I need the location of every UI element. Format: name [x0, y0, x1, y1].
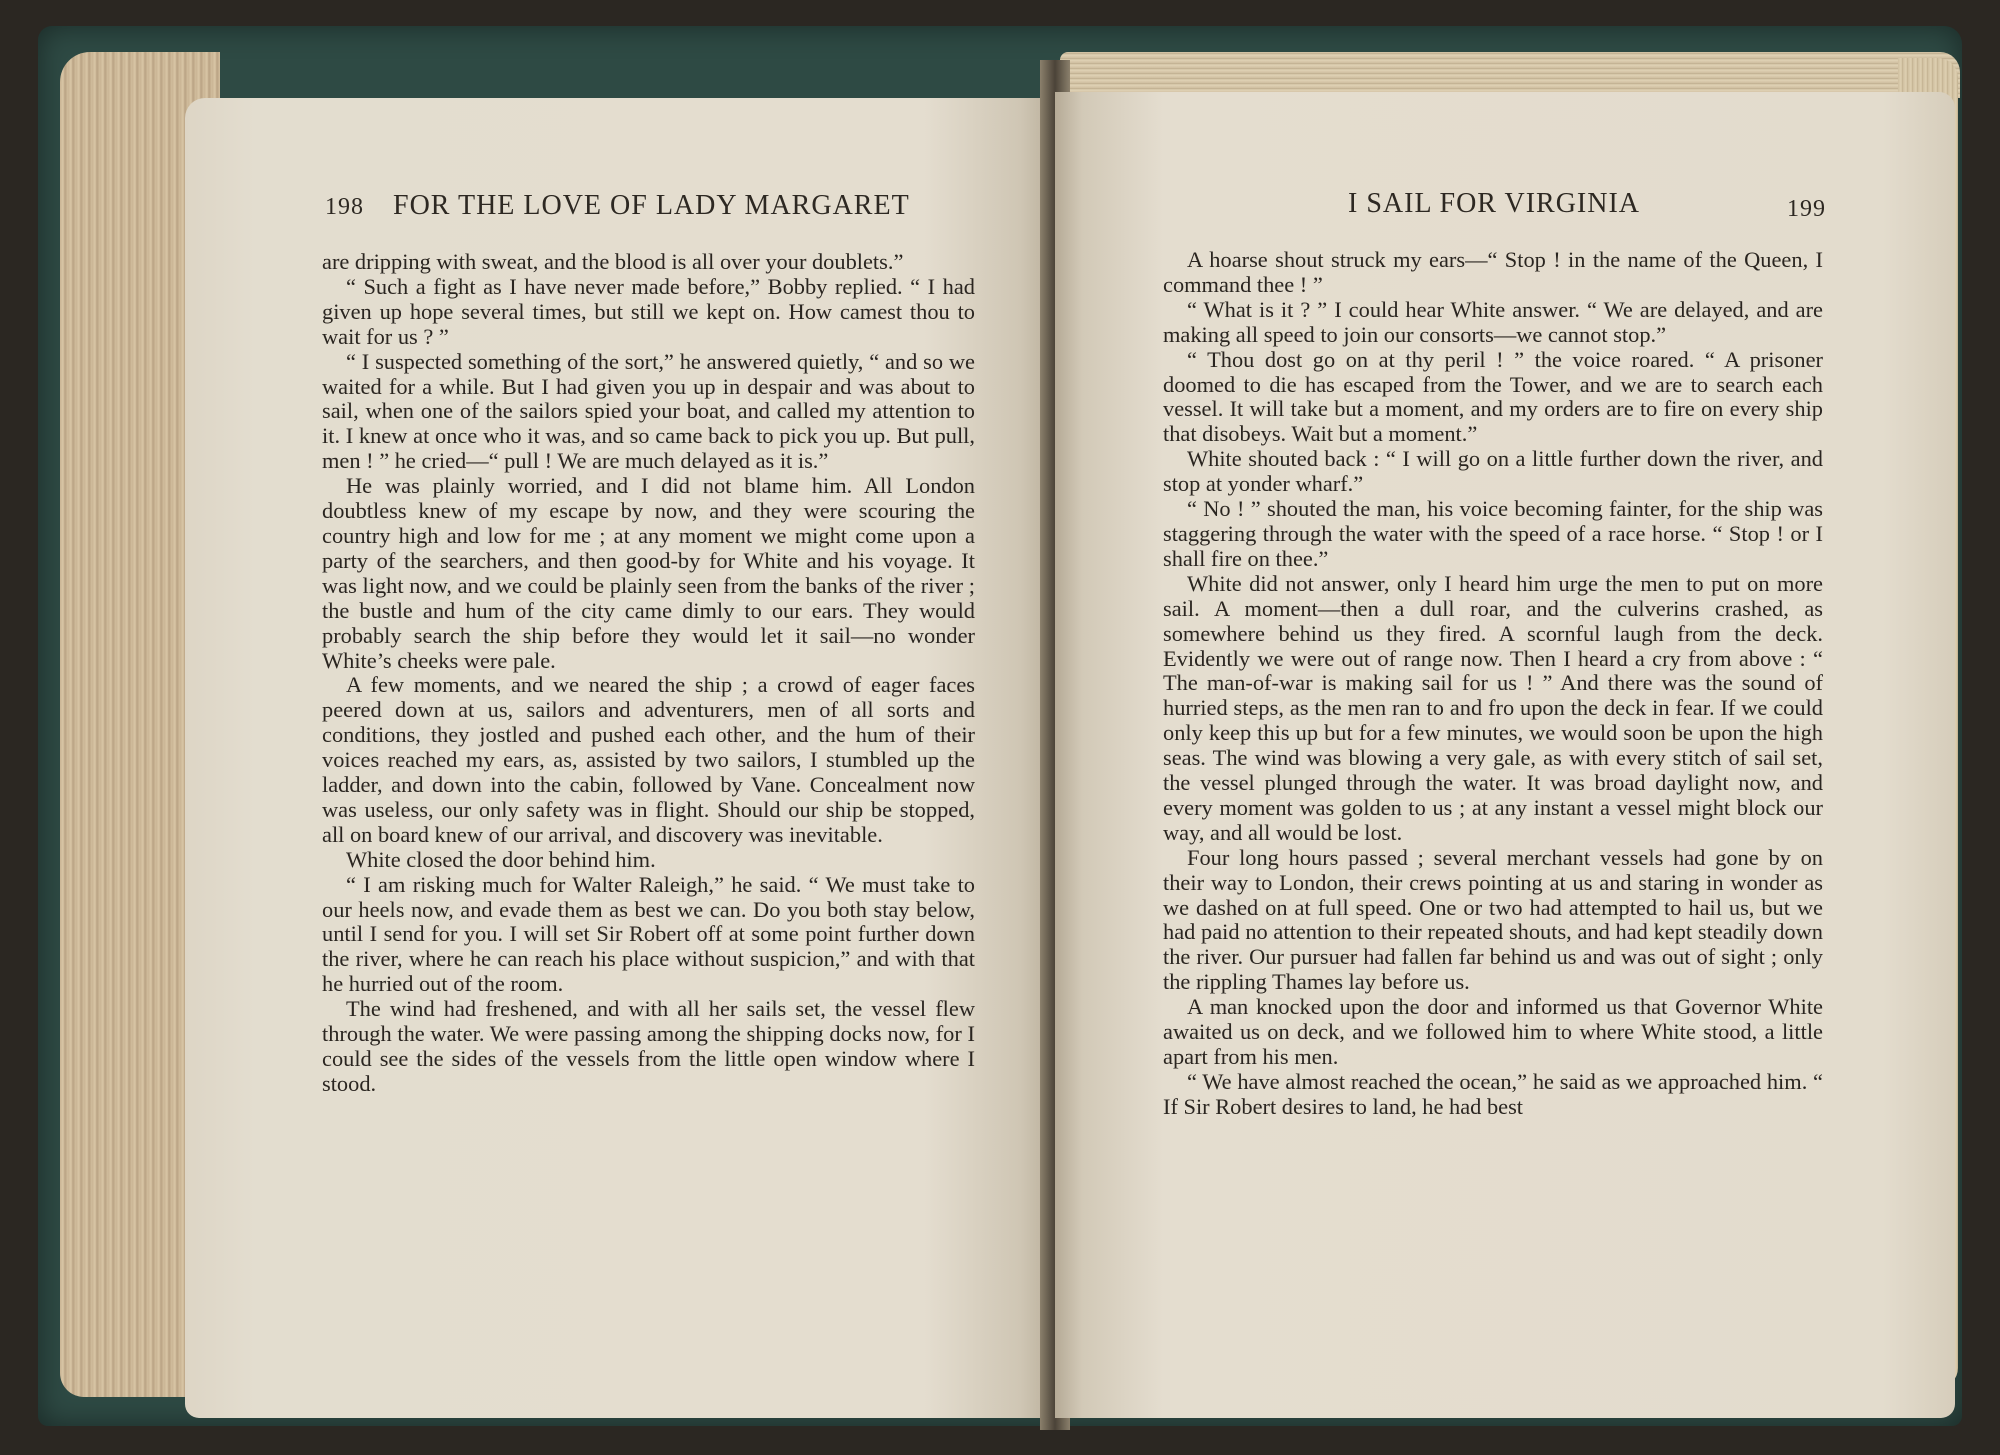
right-page	[1055, 92, 1955, 1418]
paragraph: A man knocked upon the door and informed us that Governor White awaited us on deck, and we followed him to where White stood, a little apart from his men.	[1163, 994, 1823, 1069]
left-running-head: FOR THE LOVE OF LADY MARGARET	[393, 190, 910, 221]
paragraph: He was plainly worried, and I did not blame him. All London doubtless knew of my escape by now, and they were scouring the country high and low for me ; at any moment we might come upon a party of the searchers, and then good-by for White and his voyage. It was light now, and we could be plainly seen from the banks of the river ; the bustle and hum of the city came dimly to our ears. They would probably search the ship before they would let it sail—no wonder White’s cheeks were pale.	[322, 473, 975, 673]
paragraph: White shouted back : “ I will go on a little further down the river, and stop at yonder wharf.”	[1163, 446, 1823, 497]
right-running-head: I SAIL FOR VIRGINIA	[1348, 188, 1640, 219]
paragraph: “ No ! ” shouted the man, his voice becoming fainter, for the ship was staggering through the water with the speed of a race horse. “ Stop ! or I shall fire on thee.”	[1163, 496, 1823, 571]
paragraph: White did not answer, only I heard him urge the men to put on more sail. A moment—then a dull roar, and the culverins crashed, as somewhere behind us they fired. A scornful laugh from the deck. Evidently we were out of range now. Then I heard a cry from above : “ The man-of-war is making sail for us ! ” And there was the sound of hurried steps, as the men ran to and fro upon the deck in fear. If we could only keep this up but for a few minutes, we would soon be upon the high seas. The wind was blowing a very gale, as with every stitch of sail set, the vessel plunged through the water. It was broad daylight now, and every moment was golden to us ; at any instant a vessel might block our way, and all would be lost.	[1163, 570, 1823, 845]
paragraph: “ I am risking much for Walter Raleigh,” he said. “ We must take to our heels now, and evade them as best we can. Do you both stay below, until I send for you. I will set Sir Robert off at some point further down the river, where he can reach his place without suspicion,” and with that he hurried out of the room.	[322, 871, 975, 997]
left-page-body	[322, 250, 975, 1097]
paragraph: White closed the door behind him.	[346, 846, 656, 872]
paragraph: are dripping with sweat, and the blood is all over your doublets.”	[322, 249, 904, 274]
paragraph: “ I suspected something of the sort,” he answered quietly, “ and so we waited for a while. But I had given you up in despair and was about to sail, when one of the sailors spied your boat, and called my attention to it. I knew at once who it was, and so came back to pick you up. But pull, men ! ” he cried—“ pull ! We are much delayed as it is.”	[322, 348, 975, 474]
paragraph: “ Thou dost go on at thy peril ! ” the voice roared. “ A prisoner doomed to die has escaped from the Tower, and we are to search each vessel. It will take but a moment, and my orders are to fire on every ship that disobeys. Wait but a moment.”	[1163, 346, 1823, 447]
left-page	[185, 98, 1055, 1418]
right-page-number: 199	[1787, 196, 1826, 222]
paragraph: “ What is it ? ” I could hear White answer. “ We are delayed, and are making all speed to join our consorts—we cannot stop.”	[1163, 296, 1823, 347]
left-page-number: 198	[325, 194, 364, 220]
left-page-header	[185, 190, 1055, 230]
right-page-header	[1055, 184, 1955, 224]
paragraph: A few moments, and we neared the ship ; a crowd of eager faces peered down at us, sailors and adventurers, men of all sorts and conditions, they jostled and pushed each other, and the hum of their voices reached my ears, as, assisted by two sailors, I stumbled up the ladder, and down into the cabin, followed by Vane. Concealment now was useless, our only safety was in flight. Should our ship be stopped, all on board knew of our arrival, and discovery was inevitable.	[322, 672, 975, 847]
paragraph: “ We have almost reached the ocean,” he said as we approached him. “ If Sir Robert desires to land, he had best	[1163, 1068, 1823, 1119]
paragraph: Four long hours passed ; several merchant vessels had gone by on their way to London, their crews pointing at us and staring in wonder as we dashed on at full speed. One or two had attempted to hail us, but we had paid no attention to their repeated shouts, and had kept steadily down the river. Our pursuer had fallen far behind us and was out of sight ; only the rippling Thames lay before us.	[1163, 844, 1823, 995]
paragraph: The wind had freshened, and with all her sails set, the vessel flew through the water. We were passing among the shipping docks now, for I could see the sides of the vessels from the little open window where I stood.	[322, 996, 975, 1096]
right-page-body	[1163, 248, 1823, 1120]
paragraph: A hoarse shout struck my ears—“ Stop ! in the name of the Queen, I command thee ! ”	[1163, 247, 1823, 297]
paragraph: “ Such a fight as I have never made before,” Bobby replied. “ I had given up hope several times, but still we kept on. How camest thou to wait for us ? ”	[322, 273, 975, 349]
